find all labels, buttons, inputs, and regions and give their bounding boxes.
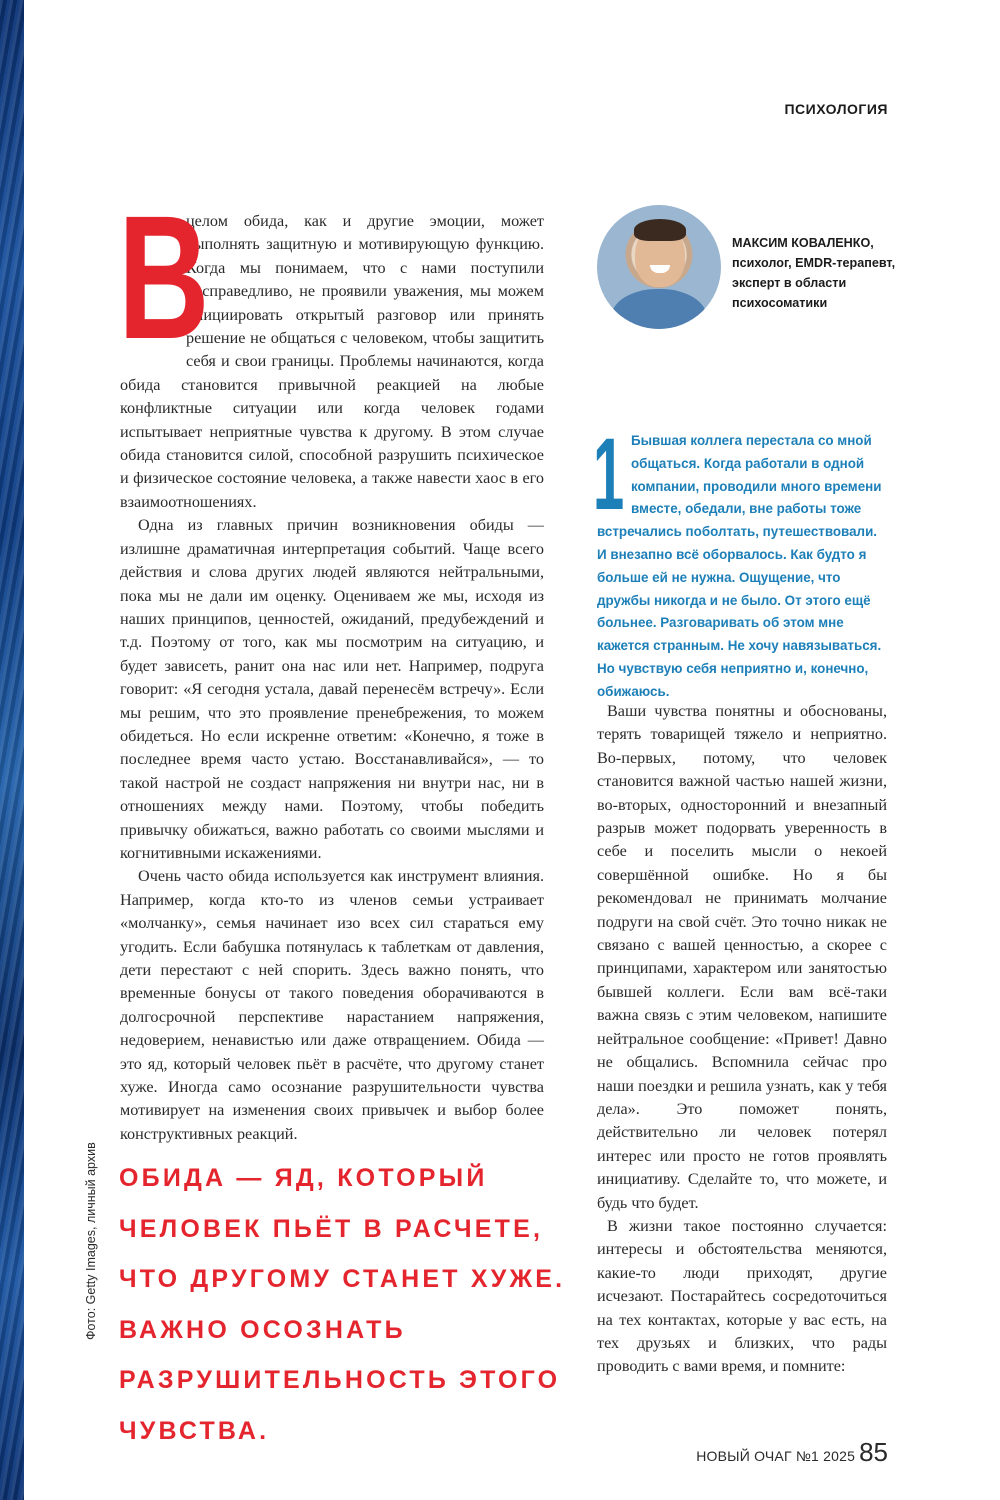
reader-question bbox=[593, 417, 887, 704]
article-paragraph-2: Одна из главных причин возникновения обиды — излишне драматичная интерпретация событий. Чаще всего действия и слова других людей являются нейтральными, пока мы не дали им оценку. Оцениваем же мы, исходя из наших принципов, ценностей, ожиданий, предубеждений и т.д. Поэтому от того, как мы посмотрим на ситуацию, и будет зависеть, ранит она нас или нет. Например, подруга говорит: «Я сегодня устала, давай перенесём встречу». Если мы решим, что это проявление пренебрежения, то можем обидеться. Но если искренне ответим: «Конечно, я тоже в последнее время часто устаю. Восстанавливайся», — то такой настрой не создаст напряжения ни внутри нас, ни в отношениях между нами. Поэтому, чтобы победить привычку обижаться, важно работать со своими мыслями и когнитивными искажениями. bbox=[120, 516, 544, 862]
photo-credit: Фото: Getty Images, личный архив bbox=[84, 1142, 98, 1340]
answer-paragraph-2: В жизни такое постоянно случается: интересы и обстоятельства меняются, какие-то люди приходят, другие исчезают. Постарайтесь сосредоточиться на тех контактах, которые у вас есть, на тех друзьях и близких, что рады проводить с вами время, и помните: bbox=[597, 1216, 887, 1376]
article-body bbox=[118, 180, 544, 1146]
page-footer bbox=[696, 1437, 888, 1468]
question-text: Бывшая коллега перестала со мной общаться. Когда работали в одной компании, проводили много времени вместе, обедали, вне работы тоже встречались поболтать, путешествовали. И внезапно всё оборвалось. Как будто я больше ей не нужна. Ощущение, что дружбы никогда и не было. От этого ещё больнее. Разговаривать об этом мне кажется странным. Не хочу навязываться. Но чувствую себя неприятно и, конечно, обижаюсь. bbox=[597, 433, 882, 699]
decorative-edge-strip bbox=[0, 0, 24, 1500]
expert-answer bbox=[597, 700, 887, 1379]
expert-description: психолог, EMDR-терапевт, эксперт в области психосоматики bbox=[732, 256, 896, 310]
expert-name: МАКСИМ КОВАЛЕНКО, bbox=[732, 236, 874, 250]
expert-photo bbox=[597, 205, 721, 329]
section-title: ПСИХОЛОГИЯ bbox=[784, 101, 888, 117]
question-number: 1 bbox=[593, 417, 625, 531]
article-paragraph-1 bbox=[118, 180, 544, 514]
expert-card bbox=[597, 205, 897, 335]
pull-quote: ОБИДА — ЯД, КОТОРЫЙ ЧЕЛОВЕК ПЬЁТ В РАСЧЕТЕ, ЧТО ДРУГОМУ СТАНЕТ ХУЖЕ. ВАЖНО ОСОЗНАТЬ РАЗРУШИТЕЛЬНОСТЬ ЭТОГО ЧУВСТВА. bbox=[119, 1164, 566, 1445]
answer-paragraph-1: Ваши чувства понятны и обоснованы, терять товарищей тяжело и неприятно. Во-первых, потому, что человек становится важной частью нашей жизни, во-вторых, односторонний и внезапный разрыв может подорвать уверенность в себе и поселить мысли о некоей совершённой ошибке. Но я бы рекомендовал не принимать молчание подруги на свой счёт. Это точно никак не связано с вашей ценностью, а скорее с принципами, характером или занятостью бывшей коллеги. Если вам всё-таки важна связь с этим человеком, напишите нейтральное сообщение: «Привет! Давно не общались. Вспомнила сейчас про наши поездки и решила узнать, как у тебя дела». Это поможет понять, действительно ли человек потерял интерес или просто не готов проявлять инициативу. Сделайте то, что можете, и будь что будет. bbox=[597, 702, 887, 1212]
article-paragraph-3: Очень часто обида используется как инструмент влияния. Например, когда кто-то из членов семьи устраивает «молчанку», семья начинает изо всех сил стараться ему угодить. Если бабушка потянулась к таблеткам от давления, дети перестают с ней спорить. Здесь важно понять, что временные бонусы от такого поведения оборачиваются в долгосрочной перспективе нарастанием напряжения, недоверием, ненавистью или даже отвращением. Обида — это яд, который человек пьёт в расчёте, что другому станет хуже. Иногда само осознание разрушительности чувства мотивирует на изменения своих привычек и выбор более конструктивных реакций. bbox=[120, 867, 544, 1143]
drop-cap: В bbox=[118, 180, 210, 376]
magazine-issue: НОВЫЙ ОЧАГ №1 2025 bbox=[696, 1448, 856, 1464]
article-paragraph-1-text: целом обида, как и другие эмоции, может выполнять защитную и мотивирующую функцию. Когда мы понимаем, что с нами поступили несправедливо, не проявили уважения, мы можем инициировать открытый разговор или принять решение не общаться с человеком, чтобы защитить себя и свои границы. Проблемы начинаются, когда обида становится привычной реакцией на любые конфликтные ситуации или когда человек годами испытывает неприятные чувства к другому. В этом случае обида становится силой, способной разрушить психическое и физическое состояние человека, а также навести хаос в его взаимоотношениях. bbox=[120, 212, 544, 511]
page-number: 85 bbox=[859, 1437, 888, 1467]
